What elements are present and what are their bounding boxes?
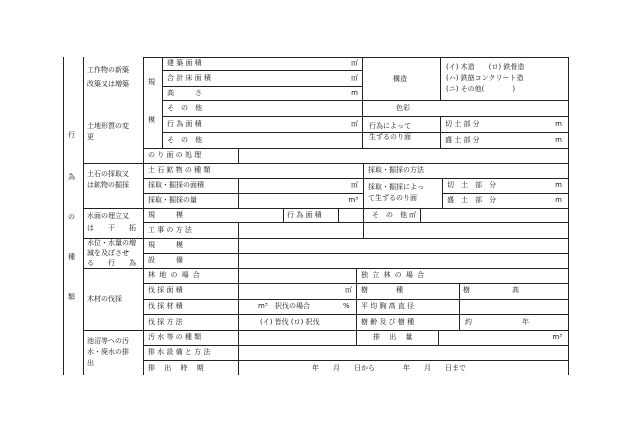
rule xyxy=(338,208,339,223)
cut-label: 切 土 部 分 xyxy=(445,120,480,128)
felling-method-label: 伐 採 方 法 xyxy=(148,318,183,326)
diameter-label: 平 均 胸 高 直 径 xyxy=(361,302,415,310)
mining-label: 土石の採取又 xyxy=(87,170,129,178)
rule xyxy=(83,163,568,164)
rule xyxy=(143,57,144,375)
rule xyxy=(238,178,239,208)
rule xyxy=(143,345,568,346)
felling-area-label: 伐 採 面 積 xyxy=(148,286,183,294)
rule xyxy=(438,330,439,345)
land-label: 更 xyxy=(87,133,94,141)
rule xyxy=(143,222,568,223)
building-label: 改築又は増築 xyxy=(87,80,129,88)
water-other-label: そ の 他 xyxy=(372,211,407,219)
rule xyxy=(238,223,239,360)
unit: m xyxy=(555,196,562,204)
year-unit: 年 xyxy=(522,318,529,326)
water-method-label: 工 事 の 方 法 xyxy=(148,226,192,234)
water-label: 水面の埋立又 xyxy=(87,212,129,220)
building-label: 工作物の新築 xyxy=(87,66,129,74)
land-area-label: 行 為 面 積 xyxy=(167,120,202,128)
unit: ㎡ xyxy=(351,120,358,128)
drain-label: 水・廃水の排 xyxy=(87,348,129,356)
rule xyxy=(143,57,568,58)
unit: ㎡ xyxy=(351,181,358,189)
scale-label: 模 xyxy=(148,116,155,124)
rule xyxy=(162,116,568,117)
unit: m³ xyxy=(552,333,562,341)
rule xyxy=(238,148,239,163)
other-label: そ の 他 xyxy=(167,104,202,112)
rule xyxy=(568,57,569,375)
slope-label: 生ずるのり面 xyxy=(369,133,411,141)
category-char: 行 xyxy=(68,131,75,139)
drain-label: 池沼等への汚 xyxy=(87,337,129,345)
tree-label: 木材の伐採 xyxy=(87,295,122,303)
level-scale-label: 規 模 xyxy=(148,241,183,249)
level-label: 水位・水量の増 xyxy=(87,239,136,247)
fill-label: 盛 土 部 分 xyxy=(447,196,496,204)
rule xyxy=(143,193,363,194)
mining-area-label: 採取・掘採の面積 xyxy=(148,181,204,189)
category-char: 為 xyxy=(68,173,75,181)
rule xyxy=(162,132,568,133)
mining-label: は鉱物の掘採 xyxy=(87,181,129,189)
rule xyxy=(162,100,568,101)
rule xyxy=(143,253,568,254)
about-label: 約 xyxy=(465,318,472,326)
water-area-label: 行 為 面 積 xyxy=(287,211,322,219)
land-label: 土地形質の変 xyxy=(87,122,129,130)
unit: m xyxy=(555,136,562,144)
unit: m xyxy=(555,181,562,189)
waste-kind-label: 汚 水 等 の 種 類 xyxy=(148,333,202,341)
slope-process-label: の り 面 の 処 理 xyxy=(148,151,202,159)
rule xyxy=(162,86,362,87)
height-label: 高 さ xyxy=(167,89,202,97)
color-label: 色彩 xyxy=(396,104,410,112)
mining-slope-label: 採取・掘採によっ xyxy=(368,183,424,191)
mining-volume-label: 採取・掘採の量 xyxy=(148,196,197,204)
tree-height-label: 樹 高 xyxy=(463,286,519,294)
floor-area-label: 合 計 床 面 積 xyxy=(167,74,211,82)
unit: ㎡ xyxy=(409,211,416,219)
category-char: 種 xyxy=(68,253,75,261)
rule xyxy=(442,193,568,194)
rule xyxy=(363,163,364,238)
rule xyxy=(283,208,284,223)
mining-slope-label: て生ずるのり面 xyxy=(368,194,417,202)
felling-method-options: (イ) 皆伐 (ロ) 択伐 xyxy=(260,318,320,326)
category-char: の xyxy=(68,213,75,221)
building-area-label: 建 築 面 積 xyxy=(167,59,202,67)
unit: ㎡ xyxy=(351,59,358,67)
tree-species-label: 樹 種 xyxy=(361,286,403,294)
unit: m³ xyxy=(258,302,268,310)
level-facility-label: 設 備 xyxy=(148,256,183,264)
scale-label: 規 xyxy=(148,78,155,86)
drain-facility-label: 排 水 設 備 と 方 法 xyxy=(148,348,211,356)
slope-label: 行為によって xyxy=(369,122,411,130)
level-label: 減を及ぼさせ xyxy=(87,249,129,257)
rule xyxy=(162,57,163,148)
mining-method-label: 採取・掘採の方法 xyxy=(368,166,424,174)
felling-volume-label: 伐 採 材 積 xyxy=(148,302,183,310)
fill-label: 盛 土 部 分 xyxy=(445,136,480,144)
rule xyxy=(362,57,363,148)
unit: m xyxy=(555,120,562,128)
percent-unit: % xyxy=(343,302,350,310)
rule xyxy=(83,330,568,331)
rule xyxy=(162,70,362,71)
unit: ㎡ xyxy=(345,286,352,294)
structure-option: (イ) 木造 (ロ) 鉄骨造 xyxy=(446,63,525,71)
structure-option: (ハ) 鉄筋コンクリート造 xyxy=(446,74,524,82)
rule xyxy=(238,360,239,375)
rule xyxy=(83,238,568,239)
forest-case-label: 林 地 の 場 合 xyxy=(148,271,201,279)
rule xyxy=(459,283,460,330)
rule xyxy=(83,57,84,375)
rule xyxy=(420,208,421,223)
land-other-label: そ の 他 xyxy=(167,136,202,144)
single-tree-case-label: 独 立 林 の 場 合 xyxy=(361,271,426,279)
water-scale-label: 規 模 xyxy=(148,211,183,219)
structure-label: 構造 xyxy=(393,75,407,83)
mineral-kind-label: 土 石 鉱 物 の 種 類 xyxy=(148,166,211,174)
rule xyxy=(83,208,568,209)
rule xyxy=(440,57,441,100)
water-label: は 干 拓 xyxy=(87,224,136,232)
unit: m xyxy=(351,89,358,97)
rule xyxy=(143,360,568,361)
cut-label: 切 土 部 分 xyxy=(447,181,496,189)
selective-ratio-label: 択伐の場合 xyxy=(275,302,310,310)
unit: m³ xyxy=(348,196,358,204)
rule xyxy=(440,116,441,148)
rule xyxy=(143,148,568,149)
structure-option: (ニ) その他( ) xyxy=(446,85,516,93)
category-char: 類 xyxy=(68,293,75,301)
level-label: る 行 為 xyxy=(87,259,136,267)
rule xyxy=(143,178,568,179)
discharge-period-value: 年 月 日から 年 月 日まで xyxy=(312,364,466,372)
tree-age-label: 樹 齢 及 び 樹 種 xyxy=(361,318,415,326)
unit: ㎡ xyxy=(351,74,358,82)
drain-label: 出 xyxy=(87,359,94,367)
rule xyxy=(63,57,64,375)
discharge-amount-label: 排 出 量 xyxy=(373,333,413,341)
rule xyxy=(356,268,357,345)
rule xyxy=(442,178,443,208)
discharge-period-label: 排 出 時 期 xyxy=(148,364,204,372)
rule xyxy=(83,268,568,269)
